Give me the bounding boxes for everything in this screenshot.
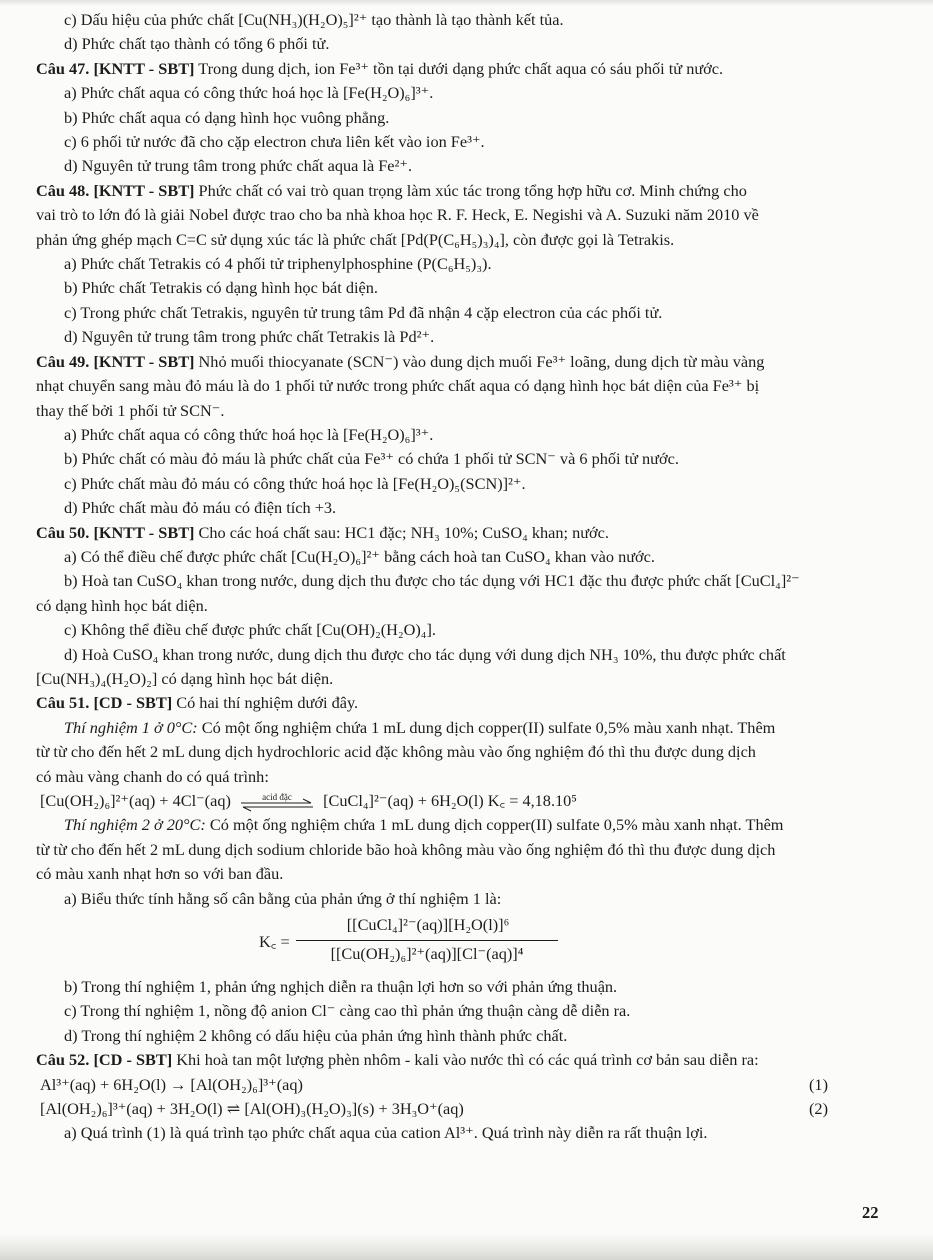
question-47 [36, 57, 883, 81]
kc-symbol: K꜀ = [259, 932, 290, 952]
q50-option-b-1: b) Hoà tan CuSO₄ khan trong nước, dung dịch thu được cho tác dụng với HC1 đặc thu được phức chất [CuCl₄]²⁻ [64, 571, 800, 591]
process-1-equation: Al³⁺(aq) + 6H₂O(l) → [Al(OH₂)₆]³⁺(aq) [40, 1074, 303, 1094]
question-49-heading: Câu 49. [KNTT - SBT] [36, 351, 195, 371]
question-51-text: Có hai thí nghiệm dưới đây. [172, 693, 359, 713]
q50-option-c: c) Không thể điều chế được phức chất [Cu(OH)₂(H₂O)₄]. [64, 620, 436, 640]
process-1 [36, 1073, 883, 1097]
process-2 [36, 1097, 883, 1121]
question-49-text-1: Nhỏ muối thiocyanate (SCN⁻) vào dung dịch muối Fe³⁺ loãng, dung dịch từ màu vàng [194, 351, 765, 371]
q51-option-b: b) Trong thí nghiệm 1, phản ứng nghịch diễn ra thuận lợi hơn so với phản ứng thuận. [64, 977, 618, 997]
q50-option-b-2: có dạng hình học bát diện. [36, 595, 208, 615]
question-51 [36, 691, 883, 715]
experiment-1-label: Thí nghiệm 1 ở 0°C: [64, 717, 198, 737]
page-number: 22 [862, 1203, 879, 1222]
q49-option-d: d) Phức chất màu đỏ máu có điện tích +3. [64, 498, 337, 518]
equation-right: [CuCl₄]²⁻(aq) + 6H₂O(l) K꜀ = 4,18.10⁵ [323, 791, 577, 810]
question-47-heading: Câu 47. [KNTT - SBT] [36, 58, 195, 78]
kc-denominator: [[Cu(OH₂)₆]²⁺(aq)][Cl⁻(aq)]⁴ [330, 944, 524, 964]
question-52-heading: Câu 52. [CD - SBT] [36, 1050, 173, 1070]
question-50-heading: Câu 50. [KNTT - SBT] [36, 522, 195, 542]
experiment-1-text-1: Có một ống nghiệm chứa 1 mL dung dịch copper(II) sulfate 0,5% màu xanh nhạt. Thêm [197, 717, 776, 737]
scan-edge-bottom [0, 1234, 933, 1260]
question-52-text: Khi hoà tan một lượng phèn nhôm - kali vào nước thì có các quá trình cơ bản sau diễn ra: [172, 1050, 759, 1070]
question-51-heading: Câu 51. [CD - SBT] [36, 693, 173, 713]
q47-option-d: d) Nguyên tử trung tâm trong phức chất aqua là Fe²⁺. [64, 156, 413, 176]
question-48-text-2: vai trò to lớn đó là giải Nobel được trao cho ba nhà khoa học R. F. Heck, E. Negishi và A. Suzuki năm 2010 về [36, 205, 759, 225]
q47-option-b: b) Phức chất aqua có dạng hình học vuông phẳng. [64, 107, 390, 127]
question-49 [36, 350, 883, 374]
q51-option-d: d) Trong thí nghiệm 2 không có dấu hiệu của phản ứng hình thành phức chất. [64, 1025, 568, 1045]
q51-option-c: c) Trong thí nghiệm 1, nồng độ anion Cl⁻ càng cao thì phản ứng thuận càng dễ diễn ra. [64, 1001, 631, 1021]
question-48-heading: Câu 48. [KNTT - SBT] [36, 180, 195, 200]
q48-option-b: b) Phức chất Tetrakis có dạng hình học bát diện. [64, 278, 378, 298]
process-2-number: (2) [809, 1099, 828, 1119]
experiment-1-text-3: có màu vàng chanh do có quá trình: [36, 766, 269, 786]
kc-numerator: [[CuCl₄]²⁻(aq)][H₂O(l)]⁶ [346, 915, 510, 935]
q47-option-c: c) 6 phối tử nước đã cho cặp electron chưa liên kết vào ion Fe³⁺. [64, 132, 485, 152]
question-50-text: Cho các hoá chất sau: HC1 đặc; NH₃ 10%; CuSO₄ khan; nước. [194, 522, 609, 542]
question-52 [36, 1048, 883, 1072]
experiment-2-text-2: từ từ cho đến hết 2 mL dung dịch sodium chloride bão hoà không màu vào ống nghiệm đó thì thu được dung dịch [36, 839, 776, 859]
question-47-text: Trong dung dịch, ion Fe³⁺ tồn tại dưới dạng phức chất aqua có sáu phối tử nước. [194, 58, 724, 78]
experiment-2-label: Thí nghiệm 2 ở 20°C: [64, 815, 206, 835]
experiment-1-line-1 [36, 716, 883, 740]
question-49-text-3: thay thế bởi 1 phối tử SCN⁻. [36, 400, 225, 420]
equilibrium-equation [36, 789, 883, 813]
q49-option-a: a) Phức chất aqua có công thức hoá học là [Fe(H₂O)₆]³⁺. [64, 424, 434, 444]
q48-option-d: d) Nguyên tử trung tâm trong phức chất Tetrakis là Pd²⁺. [64, 327, 435, 347]
question-48 [36, 179, 883, 203]
experiment-2-text-1: Có một ống nghiệm chứa 1 mL dung dịch copper(II) sulfate 0,5% màu xanh nhạt. Thêm [205, 815, 784, 835]
fraction-bar [296, 940, 558, 941]
q51-option-a: a) Biểu thức tính hằng số cân bằng của phản ứng ở thí nghiệm 1 là: [64, 888, 502, 908]
q50-option-a: a) Có thể điều chế được phức chất [Cu(H₂O)₆]²⁺ bằng cách hoà tan CuSO₄ khan vào nước. [64, 546, 655, 566]
q48-option-c: c) Trong phức chất Tetrakis, nguyên tử trung tâm Pd đã nhận 4 cặp electron của các phối tử. [64, 302, 663, 322]
question-50 [36, 521, 883, 545]
question-48-text-1: Phức chất có vai trò quan trọng làm xúc tác trong tổng hợp hữu cơ. Minh chứng cho [194, 180, 747, 200]
equation-left: [Cu(OH₂)₆]²⁺(aq) + 4Cl⁻(aq) [40, 791, 231, 810]
q49-option-b: b) Phức chất có màu đỏ máu là phức chất của Fe³⁺ có chứa 1 phối tử SCN⁻ và 6 phối tử nước. [64, 449, 679, 469]
equilibrium-arrow [239, 792, 315, 809]
equilibrium-constant-formula [36, 913, 883, 971]
q50-option-d-1: d) Hoà CuSO₄ khan trong nước, dung dịch thu được cho tác dụng với dung dịch NH₃ 10%, thu được phức chất [64, 644, 786, 664]
question-48-text-3: phản ứng ghép mạch C=C sử dụng xúc tác là phức chất [Pd(P(C₆H₅)₃)₄], còn được gọi là Tetrakis. [36, 229, 675, 249]
experiment-2-text-3: có màu xanh nhạt hơn so với ban đầu. [36, 864, 284, 884]
q52-option-a: a) Quá trình (1) là quá trình tạo phức chất aqua của cation Al³⁺. Quá trình này diễn ra rất thuận lợi. [64, 1123, 708, 1143]
q50-option-d-2: [Cu(NH₃)₄(H₂O)₂] có dạng hình học bát diện. [36, 668, 334, 688]
process-2-equation: [Al(OH₂)₆]³⁺(aq) + 3H₂O(l) ⇌ [Al(OH)₃(H₂O)₃](s) + 3H₃O⁺(aq) [40, 1099, 464, 1119]
q47-option-a: a) Phức chất aqua có công thức hoá học là [Fe(H₂O)₆]³⁺. [64, 83, 434, 103]
arrow-label: acid đặc [262, 792, 292, 803]
scan-edge-top [0, 0, 933, 6]
q46-option-c: c) Dấu hiệu của phức chất [Cu(NH₃)(H₂O)₅]²⁺ tạo thành là tạo thành kết tủa. [64, 10, 564, 29]
experiment-1-text-2: từ từ cho đến hết 2 mL dung dịch hydrochloric acid đặc không màu vào ống nghiệm đó thì thu được dung dịch [36, 742, 756, 762]
q46-option-d: d) Phức chất tạo thành có tổng 6 phối tử. [64, 34, 330, 54]
q48-option-a: a) Phức chất Tetrakis có 4 phối tử triphenylphosphine (P(C₆H₅)₃). [64, 254, 492, 274]
q49-option-c: c) Phức chất màu đỏ máu có công thức hoá học là [Fe(H₂O)₅(SCN)]²⁺. [64, 473, 526, 493]
question-49-text-2: nhạt chuyển sang màu đỏ máu là do 1 phối tử nước trong phức chất aqua có dạng hình học bát diện của Fe³⁺ bị [36, 376, 760, 396]
process-1-number: (1) [809, 1074, 828, 1094]
experiment-2-line-1 [36, 813, 883, 837]
